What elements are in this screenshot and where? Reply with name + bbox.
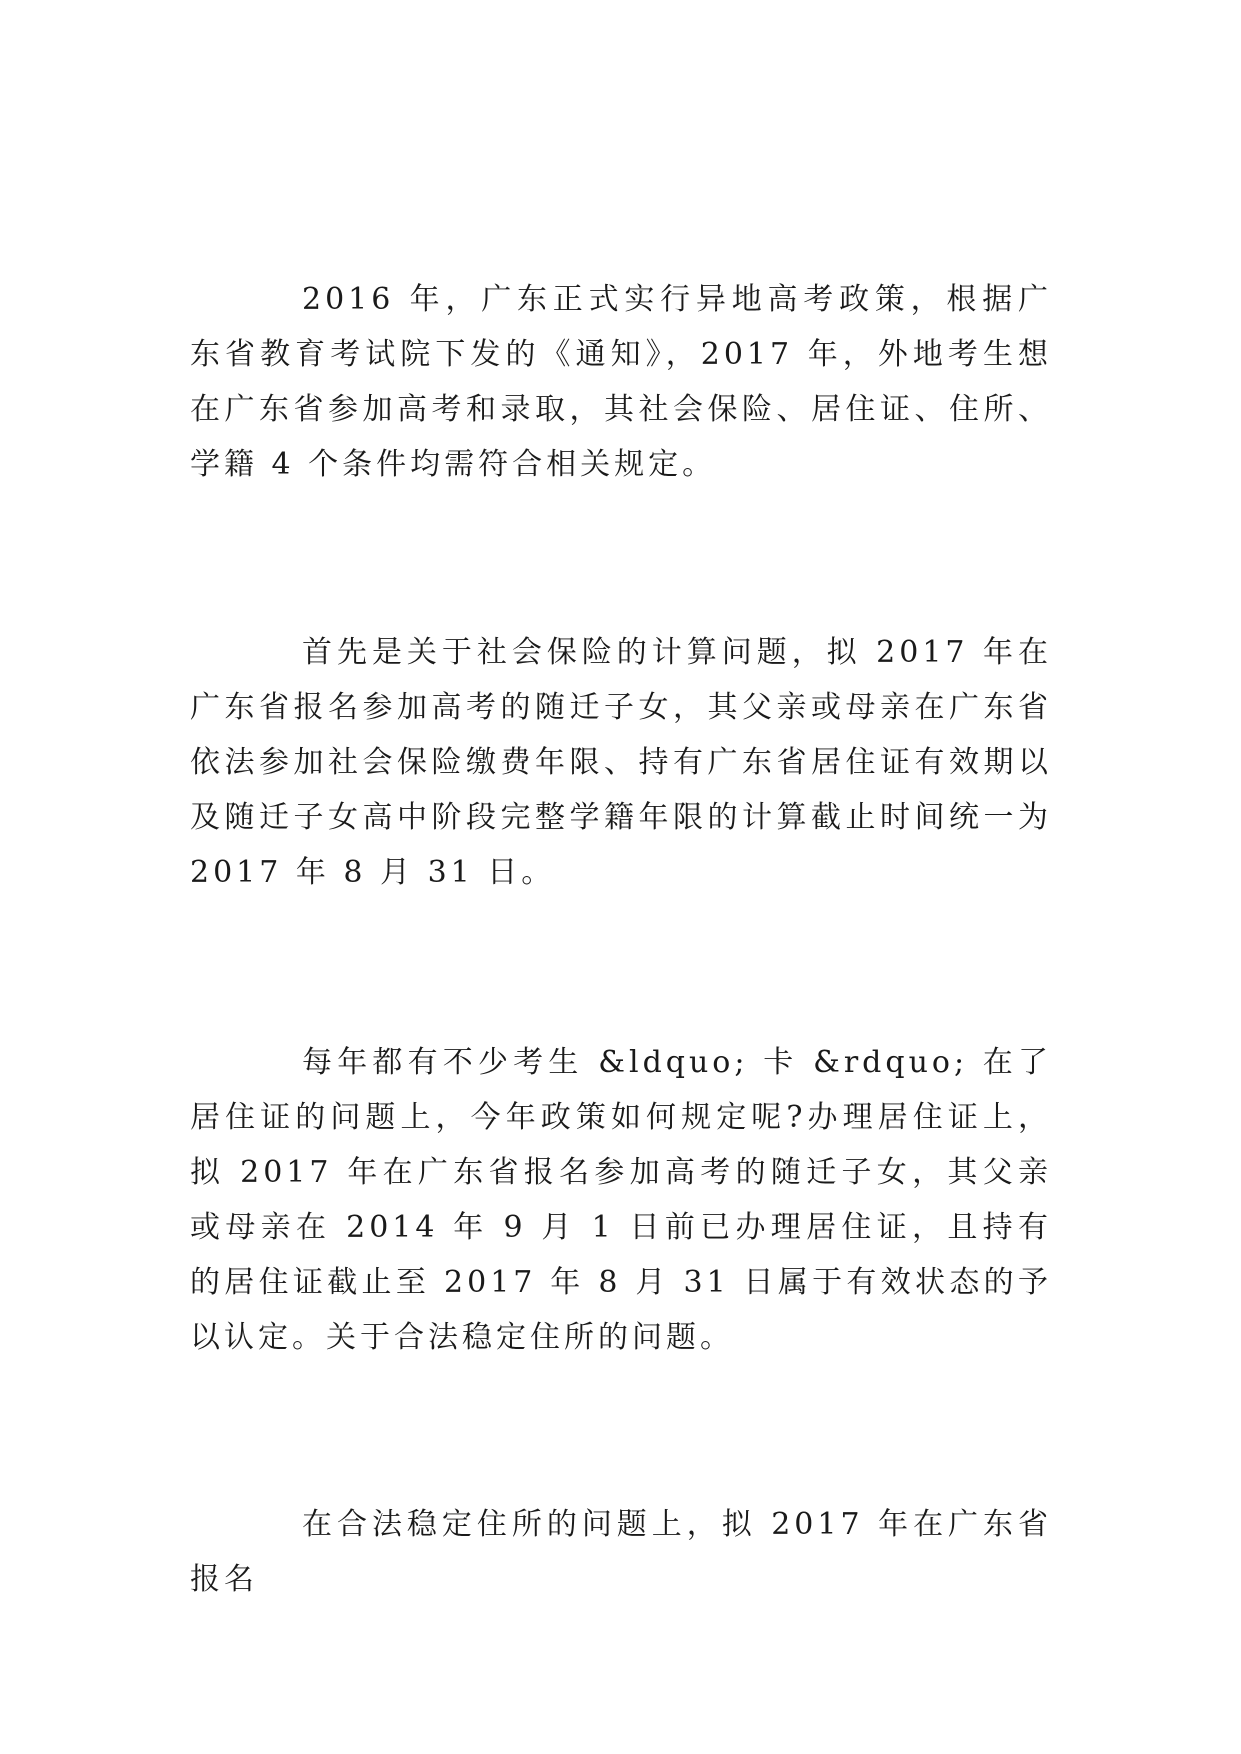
paragraph-4: 在合法稳定住所的问题上，拟 2017 年在广东省报名 <box>190 1507 1052 1597</box>
paragraph-1: 2016 年，广东正式实行异地高考政策，根据广东省教育考试院下发的《通知》，2017 年，外地考生想在广东省参加高考和录取，其社会保险、居住证、住所、学籍 4 个条件均需符合相关规定。 <box>190 282 1052 482</box>
paragraph-3: 每年都有不少考生 &ldquo; 卡 &rdquo; 在了居住证的问题上，今年政策如何规定呢?办理居住证上，拟 2017 年在广东省报名参加高考的随迁子女，其父亲或母亲在 2014 年 9 月 1 日前已办理居住证，且持有的居住证截止至 2017 年 8 月 31 日属于有效状态的予以认定。关于合法稳定住所的问题。 <box>190 1045 1052 1355</box>
paragraph-2: 首先是关于社会保险的计算问题，拟 2017 年在广东省报名参加高考的随迁子女，其父亲或母亲在广东省依法参加社会保险缴费年限、持有广东省居住证有效期以及随迁子女高中阶段完整学籍年限的计算截止时间统一为 2017 年 8 月 31 日。 <box>190 635 1052 890</box>
